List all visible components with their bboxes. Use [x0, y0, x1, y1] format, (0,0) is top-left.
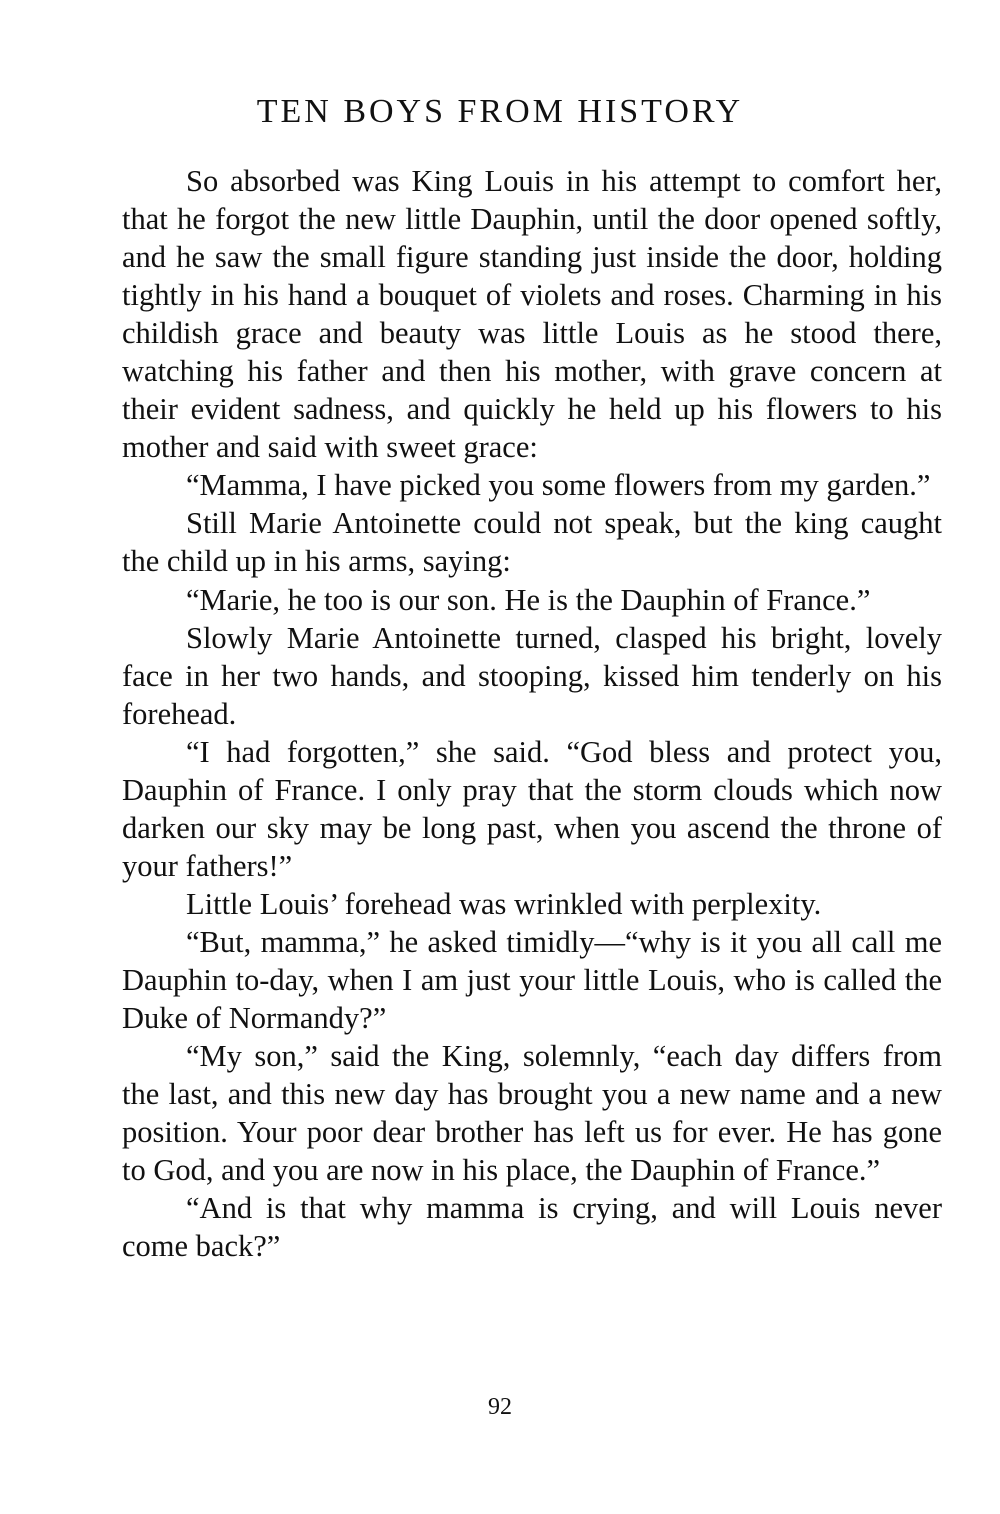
paragraph: Little Louis’ forehead was wrinkled with perplexity. — [186, 886, 822, 921]
paragraph: “Mamma, I have picked you some flowers from my garden.” — [186, 468, 931, 503]
paragraph: “My son,” said the King, solemnly, “each day differs from the last, and this new day has brought you a new name and a new position. Your poor dear brother has left us for ever. He has gone to God, and you are now in his place, the Dauphin of France.” — [122, 1039, 942, 1188]
paragraph: “But, mamma,” he asked timidly—“why is it you all call me Dauphin to-day, when I am just your little Louis, who is called the Duke of Normandy?” — [122, 924, 942, 1036]
running-head: TEN BOYS FROM HISTORY — [256, 93, 744, 130]
paragraph: “I had forgotten,” she said. “God bless and protect you, Dauphin of France. I only pray that the storm clouds which now darken our sky may be long past, when you ascend the throne of your fathers!” — [122, 734, 942, 883]
page-number: 92 — [488, 1394, 512, 1420]
paragraph: “Marie, he too is our son. He is the Dauphin of France.” — [186, 582, 871, 617]
body-text — [122, 162, 942, 1265]
paragraph: So absorbed was King Louis in his attempt to comfort her, that he forgot the new little Dauphin, until the door opened softly, and he saw the small figure standing just inside the door, holding tightly in his hand a bouquet of violets and roses. Charming in his childish grace and beauty was little Louis as he stood there, watching his father and then his mother, with grave concern at their evident sadness, and quickly he held up his flowers to his mother and said with sweet grace: — [122, 164, 942, 465]
paragraph: Slowly Marie Antoinette turned, clasped his bright, lovely face in her two hands, and stooping, kissed him tenderly on his forehead. — [122, 620, 942, 731]
paragraph: “And is that why mamma is crying, and will Louis never come back?” — [122, 1191, 942, 1264]
paragraph: Still Marie Antoinette could not speak, but the king caught the child up in his arms, saying: — [122, 506, 942, 579]
